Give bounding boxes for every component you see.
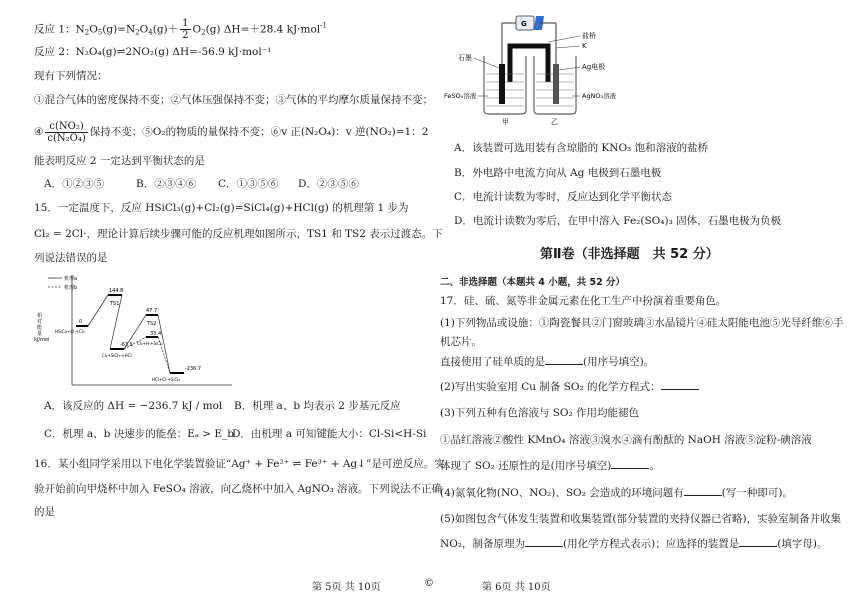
ts1-value: 144.8 — [109, 288, 124, 294]
q17-part5-suffix: (填字母)。 — [777, 538, 828, 550]
label-yi: 乙 — [551, 118, 558, 126]
galvanometer-label: G — [521, 20, 527, 28]
q17-part4-suffix: (写一种即可)。 — [721, 487, 793, 499]
y-label: 相对能量 kJ/mol — [34, 313, 50, 343]
q15-line-2: Cl₂ = 2Cl·，理论计算后续步骤可能的反应机理如图所示，TS1 和 TS2 表示过渡态。下 — [34, 228, 443, 240]
q15-option-d[interactable]: D．由机理 a 可知键能大小：Cl-Si<H-Si — [232, 428, 427, 440]
situation-intro: 现有下列情况： — [34, 70, 108, 82]
q17-part5-line2 — [440, 537, 827, 551]
label-salt-bridge: 盐桥 — [582, 32, 596, 40]
legend-b: 机理b — [64, 285, 78, 291]
start-value: 0 — [79, 319, 83, 325]
q14-option-d[interactable]: D．②③⑤⑥ — [298, 178, 359, 190]
reaction1-prefix: 反应 1：N — [34, 23, 85, 36]
q16-option-a[interactable]: A．该装置可选用装有含琼脂的 KNO₃ 饱和溶液的盐桥 — [454, 142, 709, 154]
reaction-1: 反应 1：$N_2O_5(g)=N_2O_4(g)+$ $\frac{1}{2}$ $O_2(g)$ ΔH=＋28.4 kJ·mol$^{-1}$ — [34, 18, 327, 41]
q17-part4 — [440, 486, 793, 500]
label-ag-electrode: Ag电极 — [582, 63, 606, 71]
q17-part3-prompt: 体现了 SO₂ 还原性的是(用序号填空) — [440, 460, 612, 472]
q17-part3: (3)下列五种有色溶液与 SO₂ 作用均能褪色 — [440, 407, 640, 419]
end-value: -236.7 — [185, 366, 202, 372]
reaction1-mid: O — [89, 23, 98, 36]
end-label: HCl+Cl·+SiCl₄ — [152, 377, 180, 382]
q17-part2-prompt: (2)写出实验室用 Cu 制备 SO₂ 的化学方程式： — [440, 381, 661, 393]
footer-right-page: 第 6页 共 10页 — [482, 582, 551, 593]
energy-profile-diagram — [34, 271, 234, 389]
reaction1-rest2: O — [139, 23, 149, 36]
ag-electrode — [553, 64, 559, 104]
q15-option-c[interactable]: C．机理 a、b 决速步的能垒：Eₐ > E_b — [44, 428, 235, 440]
reaction1-tail: O — [192, 23, 202, 36]
q17-part1-line3 — [440, 355, 654, 369]
label-graphite: 石墨 — [458, 54, 472, 62]
q16-option-b[interactable]: B．外电路中电流方向从 Ag 电极到石墨电极 — [454, 167, 662, 179]
electrochemical-apparatus — [444, 12, 654, 130]
ts2-value: 47.7 — [146, 308, 158, 314]
q15-option-a[interactable]: A．该反应的 ΔH = −236.7 kJ / mol — [44, 400, 223, 412]
q16-line-3: 的是 — [34, 506, 55, 518]
legend-a: 机理a — [64, 276, 78, 282]
answer-blank-1[interactable] — [545, 355, 583, 365]
q17-part2 — [440, 380, 699, 394]
q17-part1-line1: (1)下列物品或设施：①陶瓷餐具②门窗玻璃③水晶镜片④硅太阳能电池⑤光导纤维⑥手 — [440, 317, 844, 329]
footer-center-mark: © — [424, 578, 434, 589]
mid2-label: Cl₂+H·+SiCl₄ — [137, 341, 163, 346]
situation-line2-rest: 保持不变；⑤O₂的物质的量保持不变；⑥v 正(N₂O₄)：v 逆(NO₂)=1：2 — [89, 126, 429, 138]
part-two-title: 第Ⅱ卷（非选择题 共 52 分） — [540, 247, 719, 262]
reaction1-sup: -1 — [320, 21, 327, 30]
q15-line-1: 15．一定温度下，反应 HSiCl₃(g)+Cl₂(g)=SiCl₄(g)+HCl(g) 的机理第 1 步为 — [34, 202, 409, 214]
answer-blank-2[interactable] — [661, 380, 699, 390]
label-k: K — [582, 42, 587, 50]
reaction1-rest: (g)=N — [102, 23, 136, 36]
answer-blank-5[interactable] — [525, 537, 563, 547]
fraction-half: $\frac{1}{2}$ — [182, 18, 189, 41]
q16-option-d[interactable]: D．电流计读数为零后，在甲中溶入 Fe₂(SO₄)₃ 固体，石墨电极为负极 — [454, 215, 782, 227]
footer-left-page: 第 5页 共 10页 — [312, 582, 381, 593]
ts2b-value: 33.4 — [150, 331, 162, 337]
concentration-ratio: $\frac{\text{c(NO₂)}}{\text{c(N₂O₄)}}$ — [47, 120, 86, 144]
q17-part1-suffix: (用序号填空)。 — [583, 356, 655, 368]
q17-intro: 17．硅、硫、氮等非金属元素在化工生产中扮演着重要角色。 — [440, 295, 727, 307]
salt-bridge — [510, 46, 548, 82]
question-14-stem: 能表明反应 2 一定达到平衡状态的是 — [34, 155, 205, 167]
q15-line-3: 列说法错误的是 — [34, 252, 108, 264]
q17-part3-suffix: 。 — [649, 460, 660, 472]
situation-line-1: ①混合气体的密度保持不变；②气体压强保持不变；③气体的平均摩尔质量保持不变； — [34, 94, 433, 106]
label-feso4: FeSO₄溶液 — [444, 92, 477, 100]
q17-part3-list: ①品红溶液②酸性 KMnO₄ 溶液③溴水④滴有酚酞的 NaOH 溶液⑤淀粉-碘溶液 — [440, 434, 812, 446]
q17-part5-line1: (5)如图包含气体发生装置和收集装置(部分装置的夹持仪器已省略)，实验室制备并收集 — [440, 513, 842, 525]
ts2-label: TS2 — [147, 321, 157, 327]
ts1-label: TS1 — [110, 301, 120, 307]
q14-option-c[interactable]: C．①③⑤⑥ — [218, 178, 279, 190]
label-agno3: AgNO₃溶液 — [582, 92, 617, 100]
q17-part1-prompt: 直接使用了硅单质的是 — [440, 356, 545, 368]
q16-option-c[interactable]: C．电流计读数为零时，反应达到化学平衡状态 — [454, 191, 673, 203]
reaction1-rest3: (g)＋ — [152, 23, 179, 36]
q17-part3-ask — [440, 459, 660, 473]
q16-line-2: 验开始前向甲烧杯中加入 FeSO₄ 溶液，向乙烧杯中加入 AgNO₃ 溶液。下列说法不正确 — [34, 483, 443, 495]
q17-part4-prompt: (4)氮氧化物(NO、NO₂)、SO₂ 会造成的环境问题有 — [440, 487, 684, 499]
circle-four: ④ — [34, 126, 44, 138]
answer-blank-3[interactable] — [611, 459, 649, 469]
q17-part5-mid: (用化学方程式表示)；应选择的装置是 — [563, 538, 740, 550]
graphite-electrode — [499, 64, 505, 104]
q15-option-b[interactable]: B．机理 a、b 均表示 2 步基元反应 — [234, 400, 401, 412]
mid-label: Cl₂+SiCl₃·+HCl — [102, 353, 132, 358]
situation-line-2 — [34, 120, 428, 144]
q17-part1-line2: 机芯片。 — [440, 336, 482, 348]
q16-line-1: 16．某小组同学采用以下电化学装置验证“Ag⁺ + Fe²⁺ ⇌ Fe³⁺ + Ag↓”是可逆反应。实 — [34, 458, 445, 470]
answer-blank-6[interactable] — [739, 537, 777, 547]
reaction1-tail2: (g) ΔH=＋28.4 kJ·mol — [205, 23, 321, 36]
answer-blank-4[interactable] — [684, 486, 722, 496]
reaction-2: 反应 2：N₂O₄(g)⇌2NO₂(g) ΔH=-56.9 kJ·mol⁻¹ — [34, 46, 272, 58]
q17-part5-prompt: NO₂，制备原理为 — [440, 538, 526, 550]
mid-value: -63.5 — [120, 342, 133, 348]
section-heading: 二、非选择题（本题共 4 小题，共 52 分） — [440, 277, 626, 288]
start-label: HSiCl₃+Cl·+Cl₂ — [55, 329, 85, 334]
q14-option-b[interactable]: B．②③④⑥ — [136, 178, 197, 190]
label-jia: 甲 — [502, 118, 509, 126]
q14-option-a[interactable]: A．①②③⑤ — [44, 178, 105, 190]
